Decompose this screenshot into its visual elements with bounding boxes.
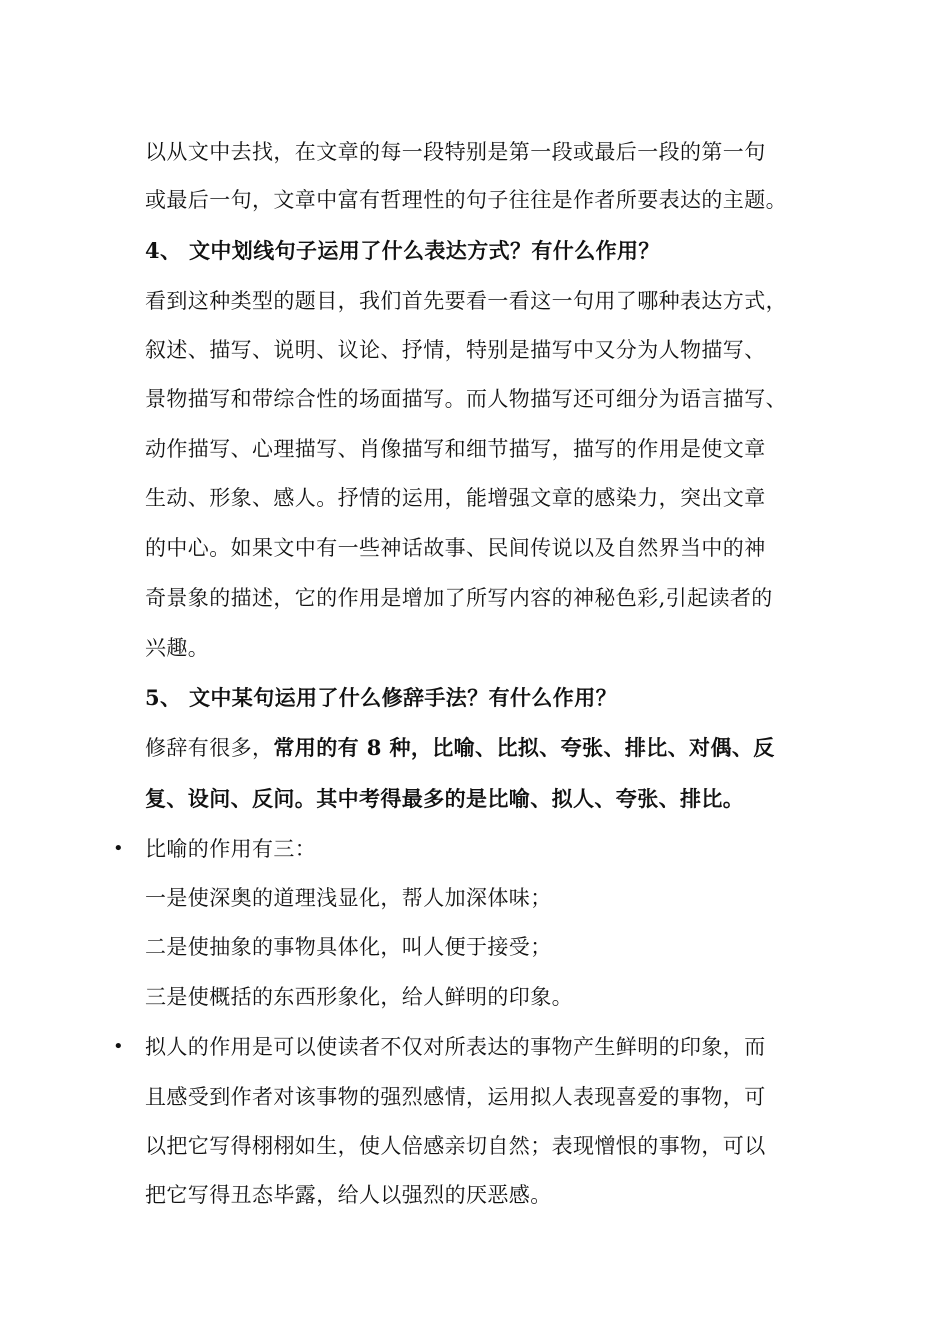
- list-bullet: •: [113, 1036, 124, 1057]
- text-line: 动作描写、心理描写、肖像描写和细节描写，描写的作用是使文章: [145, 437, 766, 461]
- text-line: 兴趣。: [145, 636, 210, 660]
- section-heading-4: [145, 237, 660, 265]
- text-line: 叙述、描写、说明、议论、抒情，特别是描写中又分为人物描写、: [145, 338, 766, 362]
- heading-text: 文中某句运用了什么修辞手法？有什么作用？: [189, 685, 617, 710]
- text-line: 看到这种类型的题目，我们首先要看一看这一句用了哪种表达方式，: [145, 289, 787, 313]
- text-bold: 常用的有 8 种，比喻、比拟、夸张、排比、对偶、反: [273, 735, 775, 760]
- text-line: 把它写得丑态毕露，给人以强烈的厌恶感。: [145, 1183, 552, 1207]
- text-line: 生动、形象、感人。抒情的运用，能增强文章的感染力，突出文章: [145, 486, 766, 510]
- list-item: 比喻的作用有三：: [145, 837, 317, 861]
- text-line: 且感受到作者对该事物的强烈感情，运用拟人表现喜爱的事物，可: [145, 1085, 766, 1109]
- list-bullet: •: [113, 838, 124, 859]
- text-plain: 修辞有很多，: [145, 736, 274, 760]
- text-line: 的中心。如果文中有一些神话故事、民间传说以及自然界当中的神: [145, 536, 766, 560]
- text-line: [145, 734, 775, 762]
- text-line: 以从文中去找，在文章的每一段特别是第一段或最后一段的第一句: [145, 140, 766, 164]
- section-heading-5: [145, 684, 617, 712]
- heading-text: 文中划线句子运用了什么表达方式？有什么作用？: [189, 238, 660, 263]
- text-line: 三是使概括的东西形象化，给人鲜明的印象。: [145, 985, 573, 1009]
- text-line: 或最后一句，文章中富有哲理性的句子往往是作者所要表达的主题。: [145, 188, 787, 212]
- text-line: 一是使深奥的道理浅显化，帮人加深体味；: [145, 886, 552, 910]
- list-item: 拟人的作用是可以使读者不仅对所表达的事物产生鲜明的印象，而: [145, 1035, 766, 1059]
- heading-number: 4、: [145, 238, 182, 263]
- text-line: 奇景象的描述，它的作用是增加了所写内容的神秘色彩,引起读者的: [145, 586, 773, 610]
- text-line: 以把它写得栩栩如生，使人倍感亲切自然；表现憎恨的事物，可以: [145, 1134, 766, 1158]
- text-line: 景物描写和带综合性的场面描写。而人物描写还可细分为语言描写、: [145, 387, 787, 411]
- heading-number: 5、: [145, 685, 182, 710]
- text-line-bold: 复、设问、反问。其中考得最多的是比喻、拟人、夸张、排比。: [145, 786, 745, 811]
- text-line: 二是使抽象的事物具体化，叫人便于接受；: [145, 935, 552, 959]
